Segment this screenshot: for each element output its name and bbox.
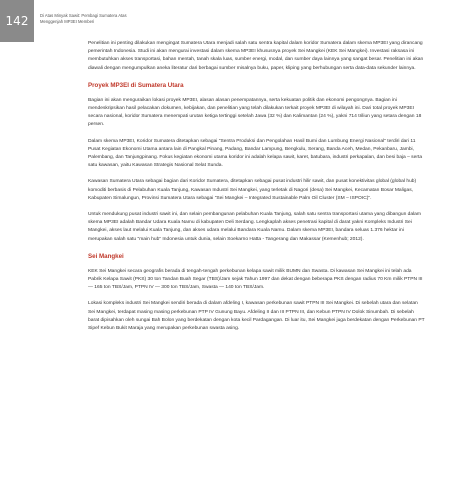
paragraph-location: Bagian ini akan menguraikan lokasi proyek MP3EI, alasan alasan penempatannya, serta kekuatan politik dan ekonomi pengongnya. Bagian ini mendeskripsikan hasil pelacakan dokumen, kebijakan, dan penelitian yang telah dilakukan terkait proyek MP3EI di wilayah ini. Dari total proyek MP3EI secara nasional, koridor Sumatera menempati urutan ketiga tertinggi setelah Jawa (32 %) dan Kalimantan (24 %), yakni 714 triliun yang setara dengan 18 persen.: [88, 97, 422, 128]
page-number: 142: [0, 0, 34, 42]
running-header-line-2: Menggenjah MP3EI Memberi: [40, 18, 95, 24]
paragraph-kek-geography: KEK Sei Mangkei secara geografis berada di tengah-tengah perkebunan kelapa sawit milik BUMN dan Swasta. Di kawasan Sei Mangkei ini telah ada Pabrik Kelapa Sawit (PKS) 30 ton Tandan Buah Segar (TBS)/Jam sejak Tahun 1997 dan dekat dengan beberapa PKS dengan radius 70 Km milik PTPN III — 165 ton TBS/Jam, PTPN IV — 300 ton TBS/Jam, Swasta — 140 ton TBS/Jam.: [88, 268, 423, 291]
paragraph-north-sumatra: Kawasan Sumatera Utara sebagai bagian dari Koridor Sumatera, ditetapkan sebagai pusat industri hilir sawit, dan pusat konektivitas global (global hub) komoditi berbasis di Pelabuhan Kuala Tanjung, Kawasan Industri Sei Mangkei, yang terletak di Nagori (desa) Sei Mangkei, Kecamatan Bosar Maligas, Kabupaten Simalungun, Provinsi Sumatera Utara sebagai "Sei Mangkei – Integrated Sustainable Palm Oil Cluster (SM – ISPOIC)".: [88, 179, 417, 201]
section-heading-sei-mangkei: Sei Mangkei: [88, 252, 124, 260]
paragraph-kuala-namu: Untuk mendukung pusat industri sawit ini, dan selain pembangunan pelabuhan Kuala Tanjung, salah satu sentra transportasi utama yang dibangun dalam skema MP3EI adalah Bandar Udara Kuala Namu di kabupaten Deli Serdang. Lengkaplah akses penetrasi kapital di darat yakni Kompleks Industri Sei Mangkei, akses laut melalui Kuala Tanjung, dan akses udara melalui Bandara Kuala Namu. Dalam skema MP3EI, bandara seluas 1.376 hektar ini merupakan salah satu "main hub" Indonesia untuk dunia, selain Soekarno Hatta - Tangerang dan Makassar (Kemenhub; 2012).: [88, 212, 421, 242]
body-text: [88, 40, 425, 341]
paragraph-intro: Penelitian ini penting dilakukan mengingat Sumatera Utara menjadi salah satu sentra kapital dalam koridor Sumatera dalam skema MP3EI yang dirancang pemerintah Indonesia. Studi ini akan mengurai investasi dalam skema MP3EI khususnya proyek Sei Mangkei (KEK Sei Mangkei). Investasi raksasa ini membutuhkan akses transportasi, bahan mentah, tanah skala luas, sumber energi, modal, dan sumber daya lainnya yang sangat besar. Penelitian ini akan diawali dengan mengumpulkan aneka literatur dari berbagai sumber misalnya buku, paper, kliping yang berhubungan serta data-data sekunder lainnya.: [88, 41, 424, 71]
running-header: [40, 13, 240, 24]
paragraph-industrial-location: Lokasi kompleks industri Sei Mangkei sendiri berada di dalam afdeling I, kawasan perkebunan sawit PTPN III Sei Mangkei. Di sebelah utara dan selatan Sei Mangkei, terdapat masing masing perkebunan PTP IV Gunung Bayu. Afdeling II dan III PTPN III, dan Kebun PTPN IV Dolok Sinumbah. Di sebelah barat dipisahkan oleh sungai Bah Bolon yang berdekatan dengan kota kecil Pardagangan. Di luar itu, Sei Mangkei juga berdekatan dengan Perkebunan PT Sipef Kebun Bukit Maraja yang merupakan perkebunan swasta asing.: [88, 301, 425, 332]
running-header-line-1: Di Atas Minyak Sawit: Pembagi Sumatera Atas: [40, 13, 127, 18]
paragraph-corridor: Dalam skema MP3EI, Koridor Sumatera ditetapkan sebagai "Sentra Produksi dan Pengolahan Hasil Bumi dan Lumbung Energi Nasional" terdiri dari 11 Pusat Kegiatan Ekonomi Utama antara lain di Pangkal Pinang, Padang, Bandar Lampung, Bengkulu, Serang, Banda Aceh, Medan, Pekanbaru, Jambi, Palembang, dan Tanjungpinang. Fokus kegiatan ekonomi utama koridor ini adalah kelapa sawit, karet, batubara, industri perkapalan, dan besi baja – serta satu kawasan, yaitu Kawasan Strategis Nasional Selat Sunda.: [88, 138, 423, 169]
section-heading-mp3ei: Proyek MP3EI di Sumatera Utara: [88, 81, 184, 89]
